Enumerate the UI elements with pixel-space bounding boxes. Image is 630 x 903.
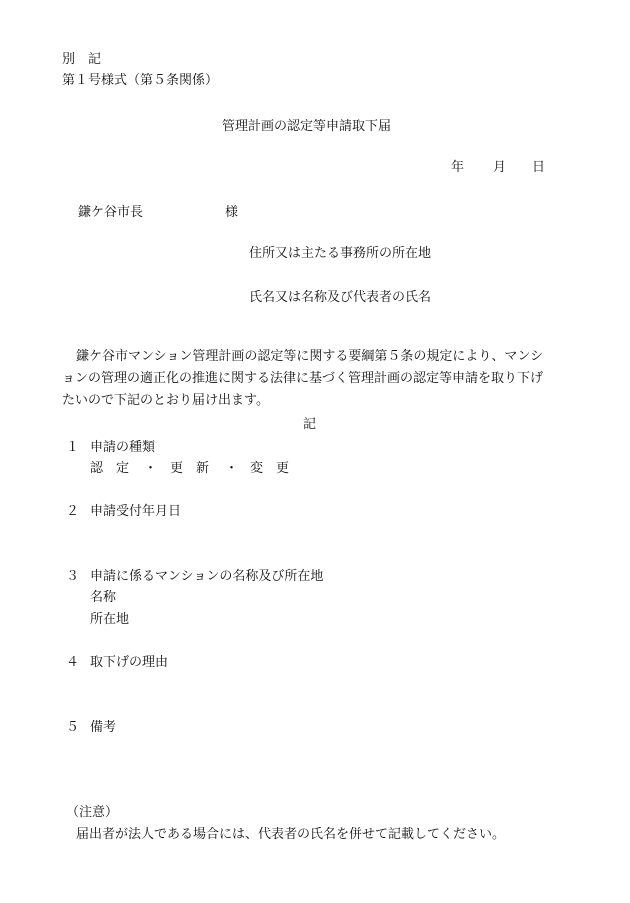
body-paragraph [62, 346, 568, 412]
addressee-honorific: 様 [225, 205, 239, 220]
item-number: ４ [66, 655, 80, 670]
item-label-remarks: 備考 [90, 720, 117, 735]
body-line: たいので下記のとおり届け出ます。 [62, 393, 269, 408]
date-year-label: 年 [451, 160, 465, 175]
item-number: ２ [66, 504, 80, 519]
item-label-receipt-date: 申請受付年月日 [90, 504, 182, 519]
addressee-name: 鎌ケ谷市長 [78, 205, 144, 220]
option-renewal: 更 新 [170, 461, 210, 476]
item-label-application-type: 申請の種類 [90, 440, 156, 455]
date-month-label: 月 [493, 160, 507, 175]
item-label-withdrawal-reason: 取下げの理由 [90, 655, 169, 670]
item-number: ３ [66, 569, 80, 584]
option-certification: 認 定 [90, 461, 130, 476]
applicant-address-label: 住所又は主たる事務所の所在地 [249, 246, 432, 261]
notes-text: 届出者が法人である場合には、代表者の氏名を併せて記載してください。 [76, 827, 506, 842]
form-number-label: 第１号様式（第５条関係） [62, 73, 219, 88]
applicant-name-label: 氏名又は名称及び代表者の氏名 [249, 290, 432, 305]
mansion-name-label: 名称 [90, 590, 117, 605]
body-line: 鎌ケ谷市マンション管理計画の認定等に関する要綱第５条の規定により、マンシ [76, 349, 544, 364]
option-separator: ・ [144, 461, 158, 476]
date-day-label: 日 [532, 160, 546, 175]
item-number: ５ [66, 720, 80, 735]
ki-label: 記 [303, 417, 317, 432]
document-title: 管理計画の認定等申請取下届 [222, 119, 392, 134]
item-number: １ [66, 440, 80, 455]
option-change: 変 更 [250, 461, 290, 476]
body-line: ョンの管理の適正化の推進に関する法律に基づく管理計画の認定等申請を取り下げ [62, 371, 544, 386]
item-label-mansion-info: 申請に係るマンションの名称及び所在地 [90, 569, 324, 584]
attachment-label: 別 記 [62, 52, 102, 67]
notes-heading: （注意） [66, 805, 119, 820]
option-separator: ・ [225, 461, 239, 476]
mansion-location-label: 所在地 [90, 612, 130, 627]
